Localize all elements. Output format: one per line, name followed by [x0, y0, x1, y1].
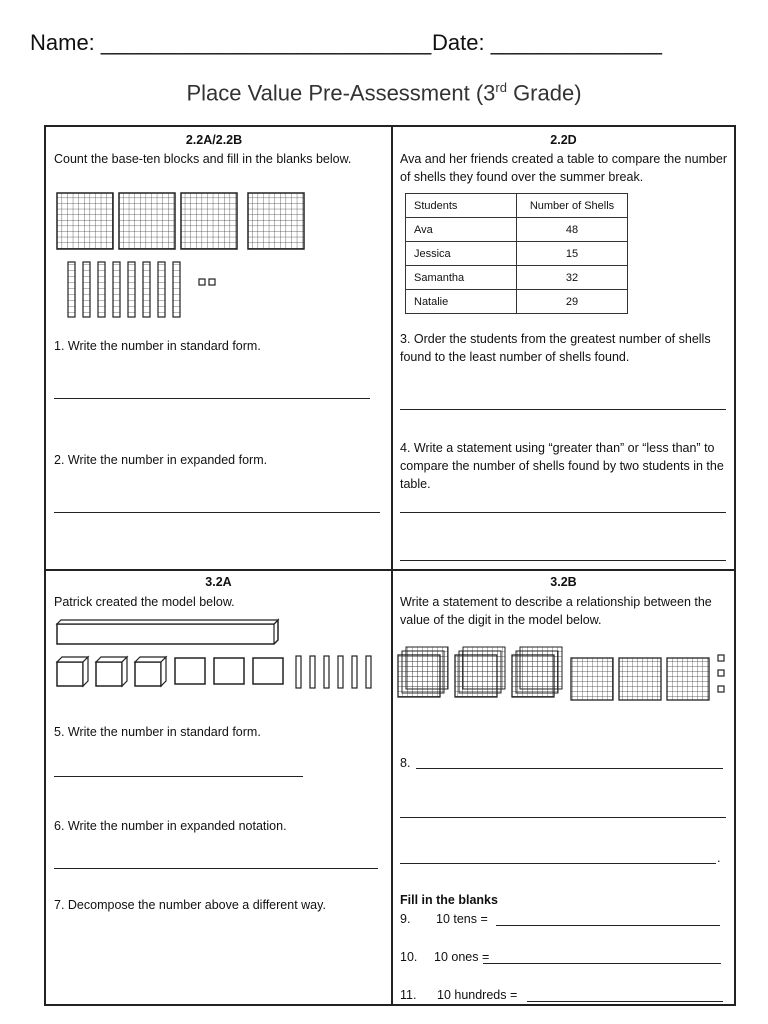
question-4: 4. Write a statement using “greater than” or “less than” to compare the number of shells found by two students in the table.	[400, 441, 724, 491]
answer-line-4a[interactable]	[400, 512, 726, 513]
cube-3d-1	[57, 657, 88, 686]
cube-3d-2	[96, 657, 127, 686]
question-11-num: 11.	[400, 988, 417, 1002]
question-11-text: 10 hundreds =	[437, 988, 518, 1002]
tl-intro: Count the base-ten blocks and fill in the blanks below.	[54, 152, 352, 166]
answer-8-period: .	[717, 851, 721, 865]
question-9-text: 10 tens =	[436, 912, 488, 926]
table-row	[406, 242, 628, 266]
answer-line-10[interactable]	[483, 963, 721, 964]
answer-line-3[interactable]	[400, 409, 726, 410]
table-cell: Natalie	[406, 290, 517, 314]
standard-2-2d: 2.2D	[550, 133, 577, 147]
base-ten-model-3	[397, 646, 731, 708]
standard-3-2a: 3.2A	[205, 575, 232, 589]
thin-rods	[296, 656, 371, 688]
divider-vertical	[391, 127, 393, 1004]
fill-in-title: Fill in the blanks	[400, 893, 498, 907]
hundred-flat-1	[571, 658, 613, 700]
one-cube-2	[718, 670, 724, 676]
thousand-cube-1	[398, 647, 448, 697]
tens-rods	[68, 262, 180, 317]
bl-intro: Patrick created the model below.	[54, 595, 235, 609]
thousand-cube-2	[455, 647, 505, 697]
one-cube-3	[718, 686, 724, 692]
base-ten-blocks-model-1	[56, 192, 306, 322]
thousand-bar	[57, 620, 278, 644]
question-10-num: 10.	[400, 950, 418, 964]
answer-line-11[interactable]	[527, 1001, 723, 1002]
answer-line-6[interactable]	[54, 868, 378, 869]
base-ten-model-2	[54, 618, 379, 693]
answer-line-9[interactable]	[496, 925, 720, 926]
table-cell: Ava	[406, 218, 517, 242]
standard-2-2a-2-2b: 2.2A/2.2B	[185, 133, 243, 147]
question-6: 6. Write the number in expanded notation.	[54, 819, 287, 833]
cube-3d-3	[135, 657, 166, 686]
hundreds-flats	[57, 193, 304, 249]
thousand-cube-3	[512, 647, 562, 697]
answer-line-8a[interactable]	[416, 768, 723, 769]
table-cell: Samantha	[406, 266, 517, 290]
question-10-text: 10 ones =	[434, 950, 490, 964]
table-cell: 15	[517, 242, 628, 266]
answer-line-2[interactable]	[54, 512, 380, 513]
table-cell: 32	[517, 266, 628, 290]
table-header-row	[406, 194, 628, 218]
question-1: 1. Write the number in standard form.	[54, 339, 261, 353]
table-header-cell: Students	[406, 194, 517, 218]
tr-intro: Ava and her friends created a table to compare the number of shells they found over the summer break.	[400, 152, 728, 184]
table-row	[406, 218, 628, 242]
shells-table	[405, 193, 628, 314]
name-field-label: Name: ___________________________	[30, 30, 432, 55]
question-5: 5. Write the number in standard form.	[54, 725, 261, 739]
table-cell: Jessica	[406, 242, 517, 266]
table-cell: 29	[517, 290, 628, 314]
question-7: 7. Decompose the number above a different way.	[54, 898, 326, 912]
date-field-label: Date: ______________	[432, 30, 662, 55]
answer-line-8c[interactable]	[400, 863, 716, 864]
table-row	[406, 266, 628, 290]
answer-line-1[interactable]	[54, 398, 370, 399]
divider-horizontal	[46, 569, 734, 571]
table-header-cell: Number of Shells	[517, 194, 628, 218]
answer-line-5[interactable]	[54, 776, 303, 777]
one-cube-1	[718, 655, 724, 661]
page-title: Place Value Pre-Assessment (3rd Grade)	[186, 80, 582, 106]
br-intro: Write a statement to describe a relationship between the value of the digit in the model below.	[400, 595, 712, 627]
answer-line-8b[interactable]	[400, 817, 726, 818]
answer-line-4b[interactable]	[400, 560, 726, 561]
hundred-flat-2	[619, 658, 661, 700]
question-9-num: 9.	[400, 912, 411, 926]
table-cell: 48	[517, 218, 628, 242]
question-3: 3. Order the students from the greatest number of shells found to the least number of shells found.	[400, 332, 711, 364]
ones-cubes	[199, 279, 215, 285]
standard-3-2b: 3.2B	[550, 575, 577, 589]
table-row	[406, 290, 628, 314]
hundred-flat-3	[667, 658, 709, 700]
question-2: 2. Write the number in expanded form.	[54, 453, 268, 467]
question-8-label: 8.	[400, 756, 411, 770]
